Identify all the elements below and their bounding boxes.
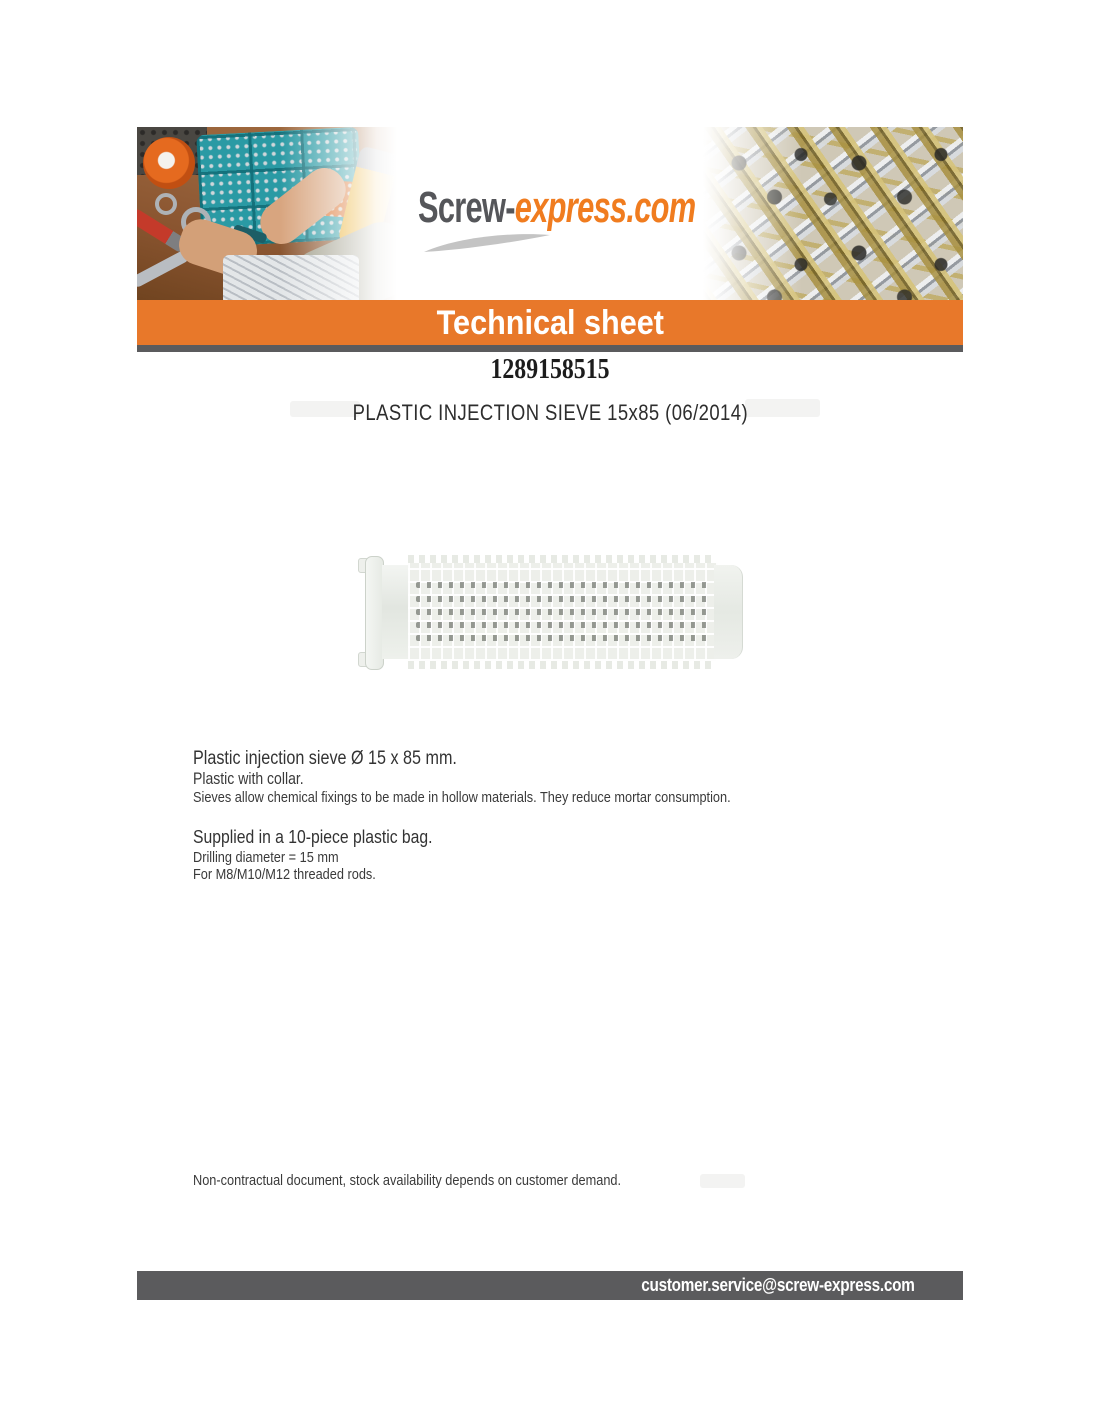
description-line	[193, 789, 826, 806]
screw-express-logo	[418, 183, 738, 256]
photo-fade-overlay	[137, 127, 397, 304]
description-text: Sieves allow chemical fixings to be made in hollow materials. They reduce mortar consumption.	[193, 789, 731, 806]
scan-artifact	[700, 1174, 745, 1188]
description-text: Plastic injection sieve Ø 15 x 85 mm.	[193, 748, 457, 769]
description-line	[193, 770, 323, 789]
description-text: Supplied in a 10-piece plastic bag.	[193, 826, 433, 847]
description-text: Drilling diameter = 15 mm	[193, 849, 339, 866]
product-title: PLASTIC INJECTION SIEVE 15x85 (06/2014)	[352, 400, 748, 425]
non-contractual-note	[193, 1172, 697, 1189]
header-divider-bar	[137, 345, 963, 352]
logo-suffix: express.com	[514, 183, 696, 232]
description-text: For M8/M10/M12 threaded rods.	[193, 866, 376, 883]
description-text: Plastic with collar.	[193, 770, 304, 788]
description-line	[193, 748, 503, 770]
customer-service-email: customer.service@screw-express.com	[641, 1275, 915, 1295]
logo-text	[418, 183, 696, 232]
sieve-mesh-edge	[408, 661, 714, 669]
sieve-mesh-row	[416, 609, 708, 615]
logo-prefix: Screw-	[418, 183, 515, 232]
sieve-end-cap	[714, 565, 743, 659]
sieve-mesh-row	[416, 582, 708, 588]
description-line	[193, 866, 408, 883]
description-line	[193, 849, 364, 866]
product-number: 1289158515	[490, 354, 610, 385]
sieve-neck	[382, 565, 408, 659]
product-number-row	[137, 354, 963, 386]
note-text: Non-contractual document, stock availability depends on customer demand.	[193, 1172, 622, 1189]
product-title-row	[137, 400, 963, 426]
workbench-photo	[137, 127, 397, 304]
screw-pile-photo	[703, 127, 963, 304]
description-line	[193, 826, 475, 848]
sieve-mesh-edge	[408, 555, 714, 563]
product-photo-injection-sieve	[358, 550, 750, 672]
photo-fade-overlay	[703, 127, 963, 304]
technical-sheet-banner	[137, 300, 963, 345]
sieve-mesh-row	[416, 635, 708, 641]
logo-swoosh-graphic	[420, 230, 555, 256]
sieve-mesh-row	[416, 596, 708, 602]
banner-title: Technical sheet	[436, 303, 664, 342]
sieve-mesh-row	[416, 622, 708, 628]
footer-bar	[137, 1271, 963, 1300]
